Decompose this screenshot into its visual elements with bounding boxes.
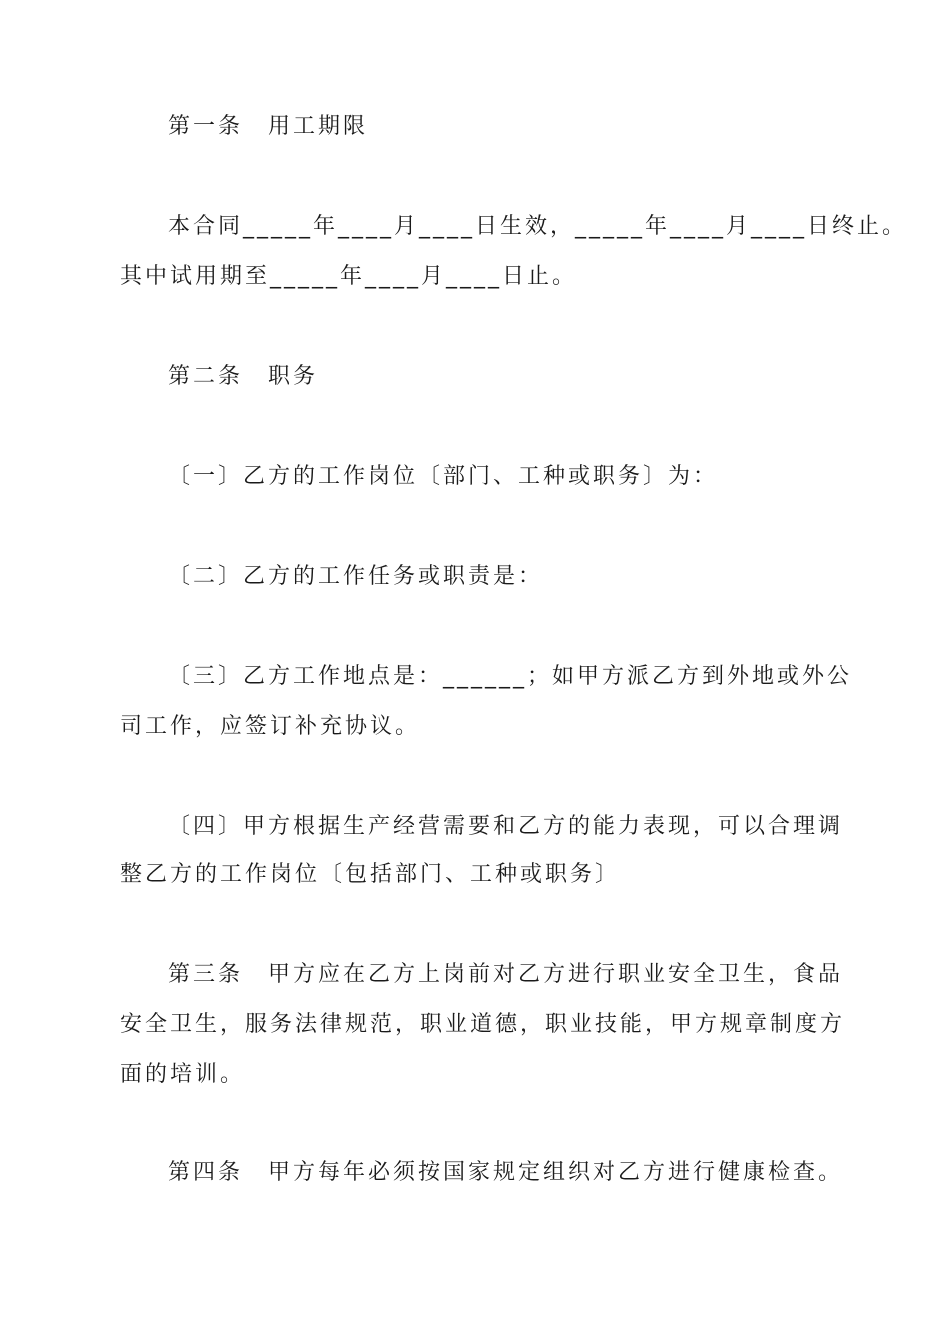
article-2-heading: 第二条 职务 [168,364,319,389]
article-2-clause-3-line-2: 司工作，应签订补充协议。 [120,714,421,739]
article-4-line-1: 第四条 甲方每年必须按国家规定组织对乙方进行健康检查。 [168,1160,844,1185]
article-1-term-line-1: 本合同_____年____月____日生效，_____年____月____日终止。 [168,214,908,239]
article-2-clause-3-line-1: 〔三〕乙方工作地点是：______；如甲方派乙方到外地或外公 [168,664,853,689]
article-3-line-3: 面的培训。 [120,1062,246,1087]
article-3-line-1: 第三条 甲方应在乙方上岗前对乙方进行职业安全卫生，食品 [168,962,844,987]
article-1-term-line-2: 其中试用期至_____年____月____日止。 [120,264,578,289]
article-2-clause-1: 〔一〕乙方的工作岗位〔部门、工种或职务〕为： [168,464,719,489]
article-2-clause-4-line-1: 〔四〕甲方根据生产经营需要和乙方的能力表现，可以合理调 [168,814,844,839]
article-1-heading: 第一条 用工期限 [168,114,369,139]
article-3-line-2: 安全卫生，服务法律规范，职业道德，职业技能，甲方规章制度方 [120,1012,846,1037]
article-2-clause-4-line-2: 整乙方的工作岗位〔包括部门、工种或职务〕 [120,862,621,887]
article-2-clause-2: 〔二〕乙方的工作任务或职责是： [168,564,544,589]
